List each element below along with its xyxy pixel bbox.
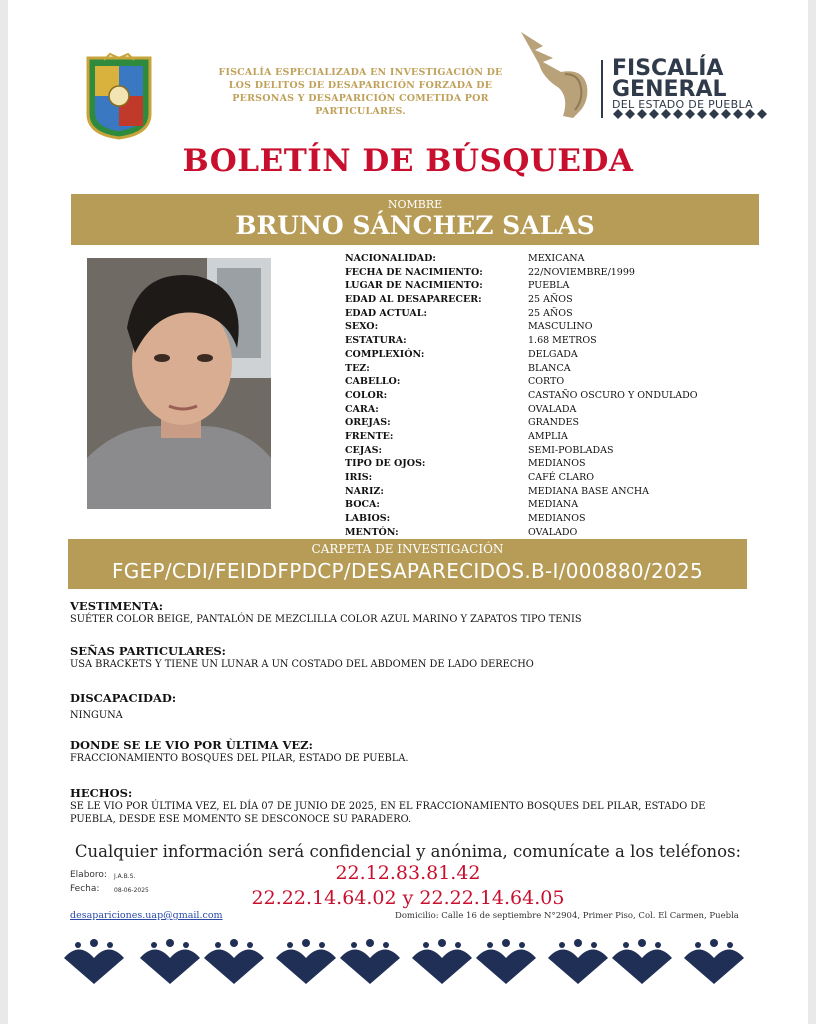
contact-email-link[interactable]: desapariciones.uap@gmail.com (70, 910, 223, 921)
last-seen-heading: DONDE SE LE VIO POR ÙLTIMA VEZ: (70, 738, 313, 752)
facts-text-line1: SE LE VIO POR ÚLTIMA VEZ, EL DÍA 07 DE JUNIO DE 2025, EN EL FRACCIONAMIENTO BOSQUES DEL PILAR, ESTADO DE (70, 801, 706, 812)
detail-row: OREJAS: GRANDES (345, 417, 579, 429)
last-seen-section (70, 738, 750, 765)
detail-row: EDAD ACTUAL: 25 AÑOS (345, 307, 573, 319)
detail-row: MENTÓN: OVALADO (345, 526, 578, 538)
detail-row: EDAD AL DESAPARECER: 25 AÑOS (345, 294, 573, 306)
facts-heading: HECHOS: (70, 786, 133, 800)
phone-number-1: 22.12.83.81.42 (335, 862, 481, 884)
detail-row: BOCA: MEDIANA (345, 499, 579, 511)
detail-row: COLOR: CASTAÑO OSCURO Y ONDULADO (345, 389, 698, 401)
detail-row: TEZ: BLANCA (345, 362, 571, 374)
marks-text: USA BRACKETS Y TIENE UN LUNAR A UN COSTADO DEL ABDOMEN DE LADO DERECHO (70, 659, 534, 670)
fecha-value: 08-06-2025 (114, 887, 149, 894)
detail-row: FECHA DE NACIMIENTO: 22/NOVIEMBRE/1999 (345, 266, 635, 278)
bulletin-title: BOLETÍN DE BÚSQUEDA (182, 143, 634, 179)
elaboro-value: J.A.B.S. (114, 873, 136, 880)
detail-row: CABELLO: CORTO (345, 376, 565, 388)
clothing-section (70, 599, 750, 626)
person-name: BRUNO SÁNCHEZ SALAS (235, 211, 595, 240)
elaboro-label: Elaboro: (70, 870, 107, 880)
detail-row: IRIS: CAFÉ CLARO (345, 472, 595, 483)
logo-title: FISCALÍA GENERAL (612, 56, 727, 102)
detail-row: LUGAR DE NACIMIENTO: PUEBLA (345, 280, 570, 292)
detail-row: CARA: OVALADA (345, 403, 577, 415)
detail-row: NACIONALIDAD: MEXICANA (345, 253, 585, 264)
agency-name: FISCALÍA ESPECIALIZADA EN INVESTIGACIÓN DE LOS DELITOS DE DESAPARICIÓN FORZADA DE PERSONAS Y DESAPARICIÓN COMETIDA POR PARTICULARES. (218, 67, 503, 117)
logo-subtitle: DEL ESTADO DE PUEBLA (612, 98, 753, 111)
disability-section (70, 691, 750, 722)
detail-row: LABIOS: MEDIANOS (345, 513, 586, 525)
person-details (345, 252, 765, 539)
detail-row: FRENTE: AMPLIA (345, 430, 568, 442)
talavera-ornament-icon (64, 936, 754, 988)
detail-row: ESTATURA: 1.68 METROS (345, 335, 597, 347)
name-label: NOMBRE (387, 198, 443, 211)
clothing-heading: VESTIMENTA: (70, 599, 164, 613)
clothing-text: SUÉTER COLOR BEIGE, PANTALÓN DE MEZCLILLA COLOR AZUL MARINO Y ZAPATOS TIPO TENIS (70, 614, 582, 625)
case-label: CARPETA DE INVESTIGACIÓN (311, 542, 504, 556)
phone-numbers-2: 22.22.14.64.02 y 22.22.14.64.05 (251, 887, 565, 909)
last-seen-text: FRACCIONAMIENTO BOSQUES DEL PILAR, ESTADO DE PUEBLA. (70, 753, 409, 764)
detail-row: NARIZ: MEDIANA BASE ANCHA (345, 485, 649, 497)
detail-row: TIPO DE OJOS: MEDIANOS (345, 458, 586, 470)
detail-row: COMPLEXIÓN: DELGADA (345, 348, 578, 360)
case-band (68, 539, 747, 589)
marks-heading: SEÑAS PARTICULARES: (70, 644, 226, 658)
case-number: FGEP/CDI/FEIDDFPDCP/DESAPARECIDOS.B-I/000880/2025 (111, 559, 704, 583)
fecha-label: Fecha: (70, 884, 100, 894)
detail-row: SEXO: MASCULINO (345, 321, 593, 333)
disability-text: NINGUNA (70, 710, 123, 721)
detail-row: CEJAS: SEMI-POBLADAS (345, 444, 614, 456)
state-seal-icon (84, 52, 154, 140)
office-address: Domicilio: Calle 16 de septiembre N°2904, Primer Piso, Col. El Carmen, Puebla (395, 911, 739, 921)
facts-text-line2: PUEBLA, DESDE ESE MOMENTO SE DESCONOCE SU PARADERO. (70, 814, 412, 825)
contact-line: Cualquier información será confidencial y anónima, comunícate a los teléfonos: (74, 842, 742, 861)
bulletin-page (8, 0, 808, 1024)
name-band (71, 194, 759, 245)
disability-heading: DISCAPACIDAD: (70, 691, 177, 705)
person-photo (87, 258, 271, 509)
marks-section (70, 644, 750, 671)
facts-section (70, 786, 750, 826)
